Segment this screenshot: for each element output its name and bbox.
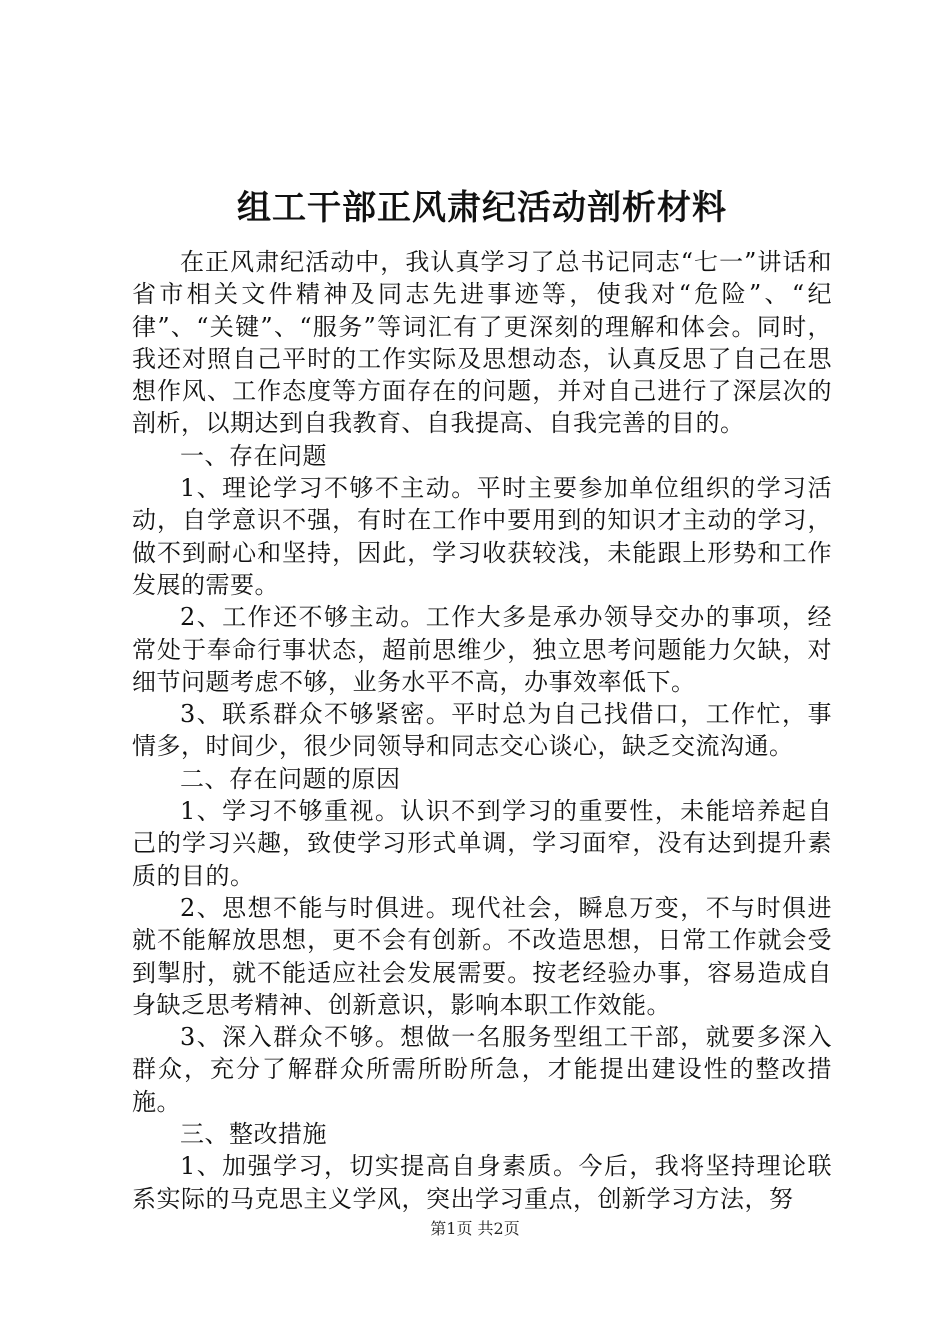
page-footer: 第1页 共2页: [430, 1219, 520, 1238]
section-heading-3: 三、整改措施: [180, 1120, 327, 1149]
page-title: 组工干部正风肃纪活动剖析材料: [237, 188, 727, 228]
paragraph-cause-1: 1、学习不够重视。认识不到学习的重要性，未能培养起自己的学习兴趣，致使学习形式单调，学习面窄，没有达到提升素质的目的。: [132, 797, 832, 890]
paragraph-cause-3: 3、深入群众不够。想做一名服务型组工干部，就要多深入群众，充分了解群众所需所盼所急，才能提出建设性的整改措施。: [132, 1023, 832, 1116]
paragraph-problem-3: 3、联系群众不够紧密。平时总为自己找借口，工作忙，事情多，时间少，很少同领导和同志交心谈心，缺乏交流沟通。: [132, 700, 832, 761]
section-heading-2: 二、存在问题的原因: [180, 764, 401, 793]
paragraph-problem-1: 1、理论学习不够不主动。平时主要参加单位组织的学习活动，自学意识不强，有时在工作中要用到的知识才主动的学习，做不到耐心和坚持，因此，学习收获较浅，未能跟上形势和工作发展的需要。: [132, 474, 832, 599]
section-heading-1: 一、存在问题: [180, 441, 327, 470]
paragraph-problem-2: 2、工作还不够主动。工作大多是承办领导交办的事项，经常处于奉命行事状态，超前思维少，独立思考问题能力欠缺，对细节问题考虑不够，业务水平不高，办事效率低下。: [132, 603, 832, 696]
paragraph-measure-1: 1、加强学习，切实提高自身素质。今后，我将坚持理论联系实际的马克思主义学风，突出学习重点，创新学习方法，努: [132, 1152, 832, 1213]
intro-paragraph: 在正风肃纪活动中，我认真学习了总书记同志“七一”讲话和省市相关文件精神及同志先进事迹等，使我对“危险”、“纪律”、“关键”、“服务”等词汇有了更深刻的理解和体会。同时，我还对照自己平时的工作实际及思想动态，认真反思了自己在思想作风、工作态度等方面存在的问题，并对自己进行了深层次的剖析，以期达到自我教育、自我提高、自我完善的目的。: [132, 248, 832, 438]
document-page: [132, 180, 832, 1215]
paragraph-cause-2: 2、思想不能与时俱进。现代社会，瞬息万变，不与时俱进就不能解放思想，更不会有创新。不改造思想，日常工作就会受到掣肘，就不能适应社会发展需要。按老经验办事，容易造成自身缺乏思考精神、创新意识，影响本职工作效能。: [132, 893, 832, 1019]
